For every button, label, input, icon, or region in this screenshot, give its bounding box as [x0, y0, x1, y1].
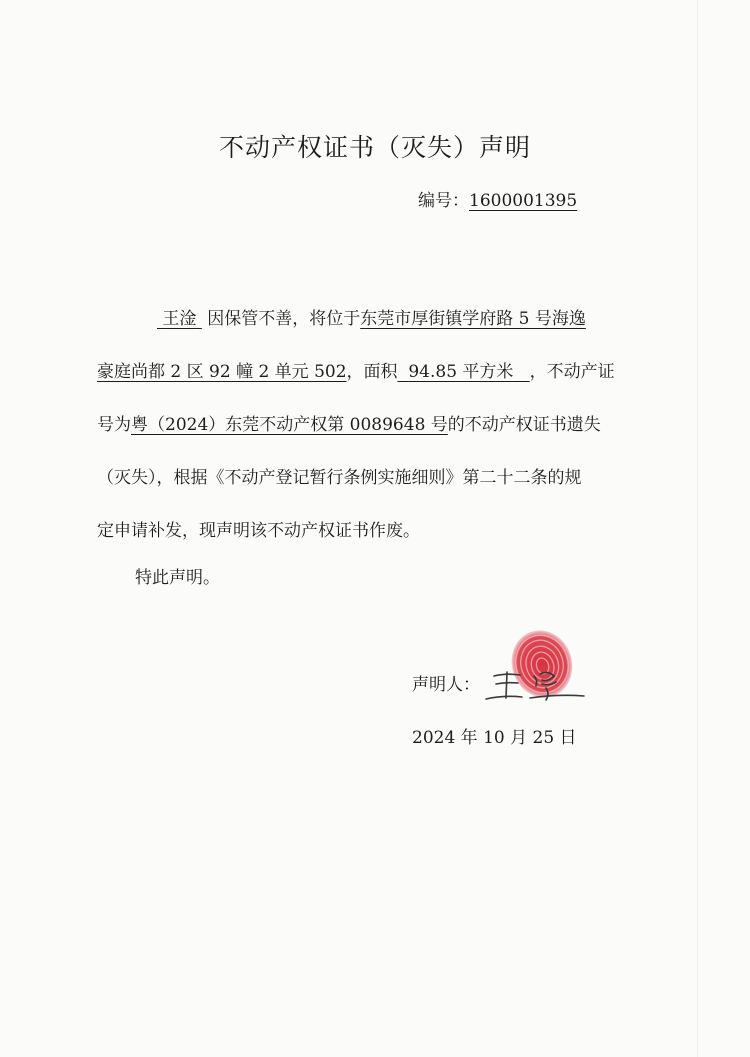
document-title: 不动产权证书（灭失）声明 — [218, 133, 531, 162]
text-segment: ，不动产证 — [529, 362, 615, 382]
paragraph-line-2 — [97, 346, 657, 399]
paragraph-line-5: 定申请补发，现声明该不动产权证书作废。 — [97, 521, 420, 541]
address-part-1: 东莞市厚街镇学府路 5 号海逸 — [360, 309, 586, 329]
serial-value: 1600001395 — [469, 191, 578, 211]
owner-name: 王淦 — [162, 309, 197, 329]
paragraph-line-1 — [97, 293, 657, 346]
area-value: 94.85 平方米 — [408, 362, 514, 382]
closing-statement: 特此声明。 — [135, 568, 220, 588]
certificate-number: 粤（2024）东莞不动产权第 0089648 号 — [131, 415, 448, 435]
declarant-label: 声明人： — [412, 675, 480, 695]
paragraph-line-4: （灭失），根据《不动产登记暂行条例实施细则》第二十二条的规 — [97, 468, 582, 488]
text-segment: 因保管不善，将位于 — [207, 309, 361, 329]
text-segment: ，面积 — [346, 362, 398, 382]
paragraph-line-3 — [97, 399, 657, 452]
text-segment: 号为 — [97, 415, 131, 435]
serial-label: 编号： — [418, 191, 469, 211]
text-segment: 的不动产权证书遗失 — [447, 415, 601, 435]
serial-number — [418, 186, 577, 211]
fingerprint-stamp — [476, 624, 596, 714]
declaration-paragraph — [97, 293, 657, 558]
declaration-date: 2024 年 10 月 25 日 — [412, 728, 577, 748]
address-part-2: 豪庭尚都 2 区 92 幢 2 单元 502 — [97, 362, 347, 382]
signature-block — [476, 624, 596, 714]
